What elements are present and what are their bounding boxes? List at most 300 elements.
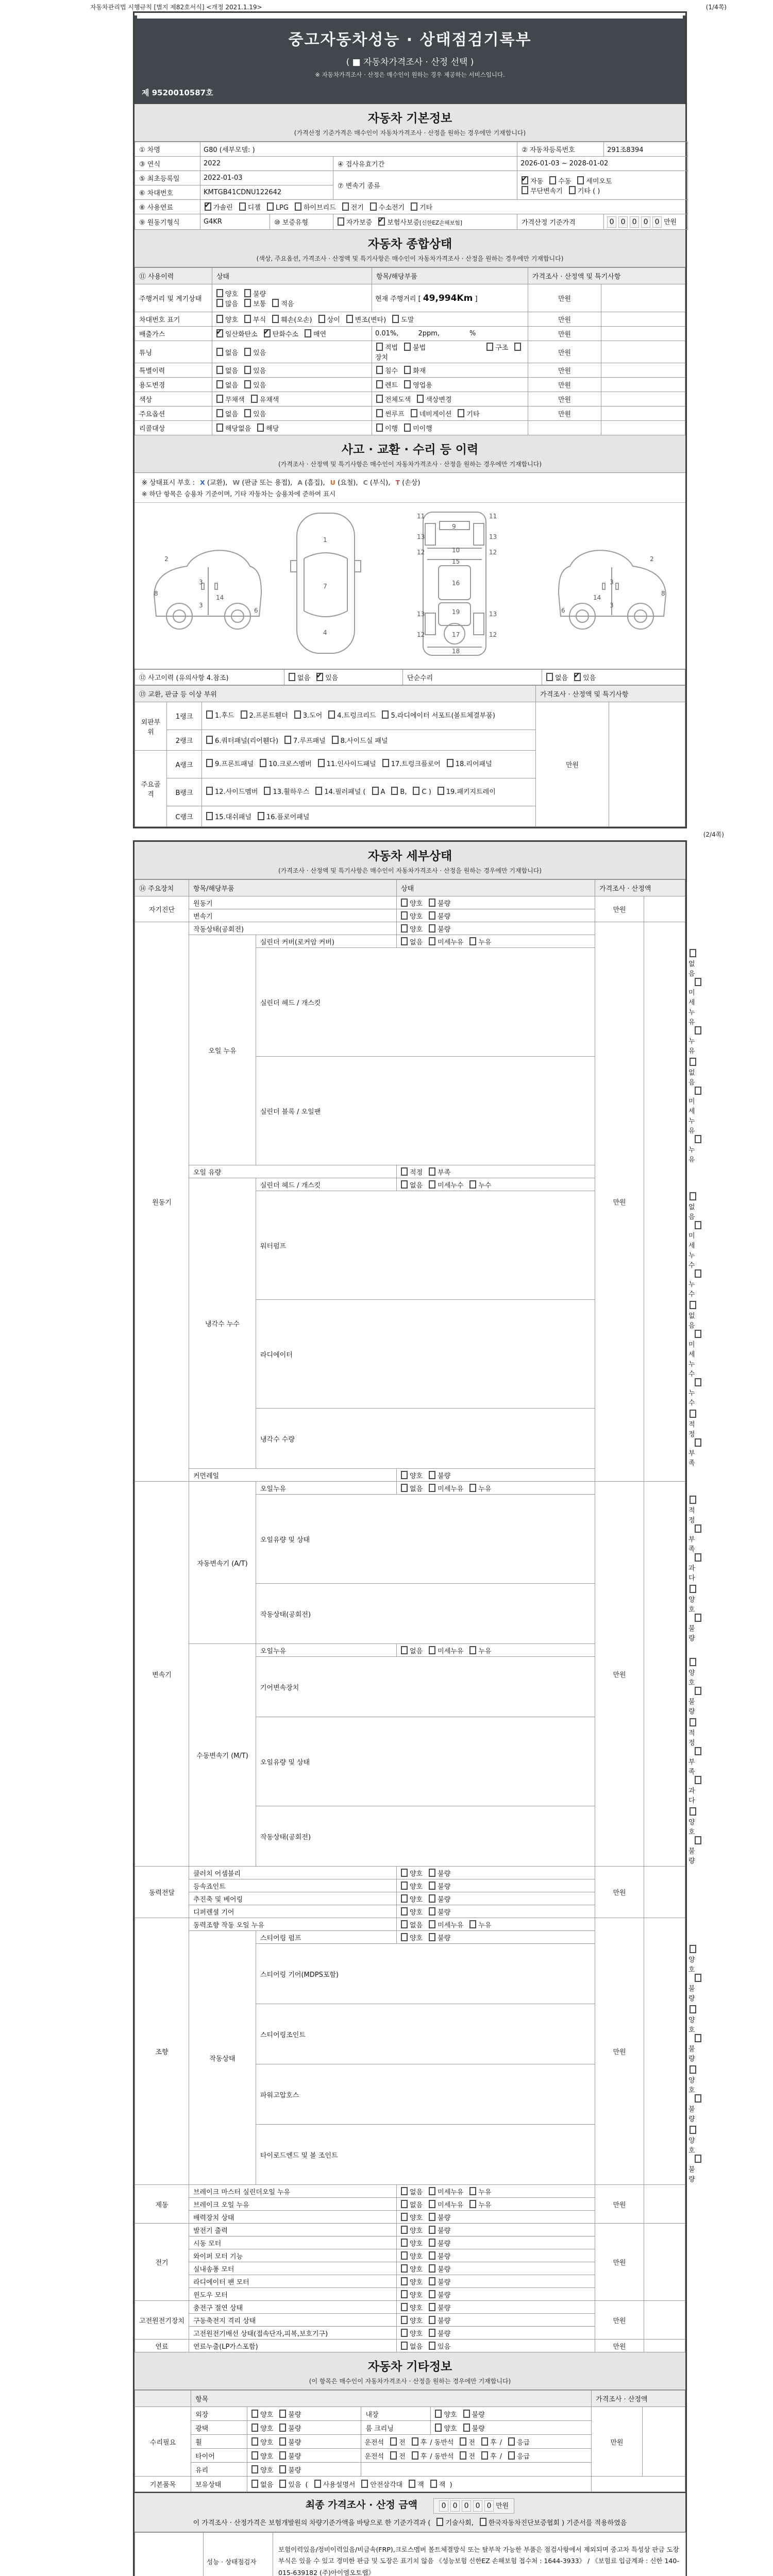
checkbox[interactable] (690, 1410, 696, 1418)
etc-basic-row (135, 2477, 685, 2492)
checkbox[interactable] (216, 329, 223, 337)
checkbox[interactable] (690, 2005, 696, 2013)
item-label: 스티어링조인트 (256, 2004, 595, 2064)
checkbox[interactable] (429, 924, 435, 933)
item-label: 오일누유 (256, 1482, 397, 1495)
checkbox[interactable] (206, 736, 213, 744)
checkbox[interactable] (469, 1484, 476, 1492)
svg-text:16: 16 (452, 580, 460, 587)
price-digit: 0 (630, 216, 639, 228)
checkbox[interactable] (244, 299, 251, 307)
price-cell: 만원 (528, 363, 601, 378)
checkbox[interactable] (401, 2329, 408, 2337)
checkbox[interactable] (401, 2187, 408, 2195)
checkbox[interactable] (508, 2451, 515, 2460)
checkbox[interactable] (463, 2410, 470, 2418)
option-label: 불량 (688, 2045, 695, 2063)
option-label: 미세누유 (438, 1921, 464, 1929)
checkbox[interactable] (411, 409, 417, 417)
checkbox[interactable] (258, 812, 264, 820)
checkbox[interactable] (429, 2200, 435, 2208)
checkbox[interactable] (429, 937, 435, 945)
option-label: 10.크로스멤버 (268, 760, 312, 768)
checkbox[interactable] (216, 299, 223, 307)
checkbox[interactable] (346, 315, 353, 323)
option-label: 없음 (410, 2188, 423, 2196)
checkbox[interactable] (412, 2451, 418, 2460)
static-text: 운전석 (364, 2438, 384, 2447)
item-label: 실린더 헤드 / 개스킷 (256, 1178, 397, 1191)
checkbox[interactable] (429, 2316, 435, 2324)
checkbox[interactable] (404, 366, 411, 374)
checkbox[interactable] (401, 2239, 408, 2247)
status-code-desc: (흠집), (303, 479, 327, 487)
notes-cell (601, 341, 685, 363)
checkbox[interactable] (695, 2155, 701, 2163)
checkbox[interactable] (244, 366, 251, 374)
checkbox[interactable] (251, 2410, 258, 2418)
checkbox[interactable] (241, 710, 247, 719)
checkbox[interactable] (401, 1907, 408, 1916)
option-label: 없음 (688, 1312, 695, 1330)
checkbox[interactable] (401, 1484, 408, 1492)
checkbox[interactable] (469, 1920, 476, 1928)
svg-text:3: 3 (610, 602, 614, 609)
option-label: 불량 (688, 1625, 695, 1642)
checkbox[interactable] (549, 176, 556, 184)
option-label: 양호 (410, 2227, 423, 2235)
checkbox[interactable] (401, 1933, 408, 1941)
checkbox[interactable] (690, 1058, 696, 1066)
option-label: 14.필러패널 ( (324, 788, 366, 796)
price-cell: 만원 (595, 2185, 644, 2224)
checkbox[interactable] (401, 2290, 408, 2298)
checkbox[interactable] (695, 1026, 701, 1035)
checkbox[interactable] (251, 395, 258, 403)
option-label: 과다 (688, 1565, 695, 1582)
checkbox[interactable] (401, 2342, 408, 2350)
checkbox[interactable] (429, 1167, 435, 1176)
checkbox[interactable] (695, 1524, 701, 1533)
status-code-desc: (부식), (367, 479, 393, 487)
checkbox[interactable] (284, 736, 291, 744)
transmission-line2 (520, 185, 684, 195)
option-label: 불량 (438, 2214, 451, 2222)
checkbox[interactable] (429, 2187, 435, 2195)
checkbox[interactable] (463, 2424, 470, 2432)
checkbox[interactable] (314, 2480, 321, 2488)
checkbox[interactable] (460, 2437, 466, 2446)
checkbox[interactable] (401, 911, 408, 920)
checkbox[interactable] (244, 380, 251, 388)
checkbox[interactable] (206, 759, 213, 767)
checkbox[interactable] (244, 289, 251, 297)
checkbox[interactable] (690, 1301, 696, 1309)
checkbox[interactable] (429, 1484, 435, 1492)
checkbox[interactable] (429, 1646, 435, 1654)
checkbox[interactable] (695, 1221, 701, 1229)
checkbox[interactable] (429, 2213, 435, 2221)
checkbox[interactable] (429, 2277, 435, 2285)
checkbox[interactable] (695, 1687, 701, 1695)
checkbox[interactable] (690, 1945, 696, 1953)
checkbox[interactable] (469, 1180, 476, 1189)
device-group-label: 원동기 (135, 922, 189, 1482)
price-digit: 0 (439, 2500, 448, 2512)
option-label: 불량 (288, 2411, 301, 2419)
option-label: 누유 (688, 1146, 695, 1164)
checkbox[interactable] (429, 2264, 435, 2273)
option-label: 렌트 (385, 382, 398, 389)
checkbox[interactable] (216, 289, 223, 297)
checkbox[interactable] (279, 2480, 286, 2488)
notes-cell (601, 284, 685, 312)
checkbox[interactable] (695, 1614, 701, 1622)
checkbox[interactable] (376, 423, 383, 432)
checkbox[interactable] (690, 1585, 696, 1593)
checkbox[interactable] (429, 2251, 435, 2260)
checkbox[interactable] (690, 1807, 696, 1816)
state-options (397, 1892, 595, 1905)
checkbox[interactable] (429, 2342, 435, 2350)
checkbox[interactable] (338, 217, 344, 226)
checkbox[interactable] (429, 1907, 435, 1916)
checkbox[interactable] (695, 1087, 701, 1095)
checkbox[interactable] (216, 366, 223, 374)
checkbox[interactable] (417, 395, 424, 403)
option-label: 누유 (478, 2188, 492, 2196)
checkbox[interactable] (279, 2437, 286, 2446)
checkbox[interactable] (378, 217, 385, 226)
option-label: 적정 (688, 1421, 695, 1438)
title-rule (137, 15, 683, 19)
checkbox[interactable] (376, 366, 383, 374)
checkbox[interactable] (412, 2437, 418, 2446)
checkbox[interactable] (370, 202, 377, 211)
checkbox[interactable] (508, 2437, 515, 2446)
checkbox[interactable] (695, 1747, 701, 1755)
option-label: 불량 (288, 2466, 301, 2475)
svg-text:3: 3 (199, 602, 203, 609)
checkbox[interactable] (401, 899, 408, 907)
checkbox[interactable] (401, 2264, 408, 2273)
checkbox[interactable] (429, 1869, 435, 1877)
checkbox[interactable] (695, 1135, 701, 1143)
option-label: 불량 (688, 1698, 695, 1716)
checkbox[interactable] (690, 949, 696, 957)
checkbox[interactable] (216, 423, 223, 432)
checkbox[interactable] (430, 2480, 437, 2488)
checkbox[interactable] (429, 1894, 435, 1903)
checkbox[interactable] (690, 1192, 696, 1200)
detail-header (135, 842, 685, 879)
checkbox[interactable] (401, 1869, 408, 1877)
checkbox[interactable] (695, 1269, 701, 1278)
checkbox[interactable] (481, 2451, 488, 2460)
checkbox[interactable] (522, 186, 528, 194)
checkbox[interactable] (361, 2480, 368, 2488)
checkbox[interactable] (390, 2437, 397, 2446)
option-label: 양호 (410, 912, 423, 921)
checkbox[interactable] (695, 978, 701, 986)
option-label: 불량 (438, 2227, 451, 2235)
checkbox[interactable] (413, 787, 419, 795)
checkbox[interactable] (279, 2424, 286, 2432)
checkbox[interactable] (318, 315, 325, 323)
checkbox[interactable] (690, 1496, 696, 1504)
checkbox[interactable] (251, 2480, 258, 2488)
transmission-line1 (520, 176, 684, 185)
final-price-amount (433, 2498, 514, 2514)
checkbox[interactable] (295, 202, 301, 211)
checkbox[interactable] (376, 343, 383, 351)
checkbox[interactable] (251, 2437, 258, 2446)
notes-cell (592, 2477, 685, 2492)
checkbox[interactable] (264, 329, 271, 337)
checkbox[interactable] (279, 2410, 286, 2418)
checkbox[interactable] (342, 202, 349, 211)
checkbox[interactable] (244, 409, 251, 417)
checkbox[interactable] (239, 202, 246, 211)
checkbox[interactable] (382, 710, 389, 719)
state-options (397, 2340, 595, 2352)
checkbox[interactable] (435, 2410, 442, 2418)
checkbox[interactable] (328, 710, 335, 719)
checkbox[interactable] (695, 2094, 701, 2103)
checkbox[interactable] (469, 937, 476, 945)
checkbox[interactable] (429, 2329, 435, 2337)
detail-row (135, 922, 685, 935)
item-label: 스티어링 기어(MDPS포함) (256, 1944, 595, 2004)
checkbox[interactable] (401, 2200, 408, 2208)
checkbox[interactable] (251, 2465, 258, 2473)
overall-col-price: 가격조사 · 산정액 및 특기사항 (528, 268, 685, 284)
checkbox[interactable] (315, 787, 322, 795)
checkbox[interactable] (574, 673, 581, 681)
checkbox[interactable] (480, 2518, 486, 2526)
checkbox[interactable] (695, 1378, 701, 1386)
checkbox[interactable] (294, 710, 301, 719)
checkbox[interactable] (401, 2316, 408, 2324)
checkbox[interactable] (695, 1438, 701, 1447)
checkbox[interactable] (695, 1974, 701, 1982)
checkbox[interactable] (264, 787, 271, 795)
checkbox[interactable] (429, 2226, 435, 2234)
checkbox[interactable] (690, 1718, 696, 1726)
option-label: 미세누유 (438, 2201, 464, 2209)
checkbox[interactable] (401, 1882, 408, 1890)
option-label: 무단변속기 (530, 187, 563, 195)
checkbox[interactable] (216, 315, 223, 323)
checkbox[interactable] (481, 2437, 488, 2446)
checkbox[interactable] (429, 911, 435, 920)
option-label: 불량 (438, 2304, 451, 2312)
checkbox[interactable] (376, 409, 383, 417)
checkbox[interactable] (690, 1658, 696, 1666)
checkbox[interactable] (401, 924, 408, 933)
checkbox[interactable] (272, 299, 279, 307)
checkbox[interactable] (401, 2213, 408, 2221)
option-label: 응급 (516, 2452, 530, 2461)
checkbox[interactable] (216, 380, 223, 388)
checkbox[interactable] (514, 343, 521, 351)
static-text: ( (303, 2481, 308, 2489)
checkbox[interactable] (409, 2480, 415, 2488)
checkbox[interactable] (469, 2200, 476, 2208)
checkbox[interactable] (435, 2424, 442, 2432)
checkbox[interactable] (257, 423, 264, 432)
checkbox[interactable] (695, 2034, 701, 2042)
checkbox[interactable] (401, 1894, 408, 1903)
checkbox[interactable] (436, 2518, 443, 2526)
overall-row (135, 312, 685, 327)
notes-cell (644, 2340, 685, 2352)
checkbox[interactable] (401, 2303, 408, 2311)
option-label: 미세누유 (438, 938, 464, 946)
checkbox[interactable] (469, 1646, 476, 1654)
checkbox[interactable] (279, 2465, 286, 2473)
checkbox[interactable] (690, 2065, 696, 2074)
checkbox[interactable] (401, 937, 408, 945)
option-label: 누유 (478, 1485, 492, 1493)
status-code: X (200, 479, 205, 486)
option-label: 전 (399, 2452, 406, 2461)
checkbox[interactable] (429, 2290, 435, 2298)
checkbox[interactable] (372, 787, 379, 795)
checkbox[interactable] (260, 759, 266, 767)
option-label: 미세누유 (688, 1098, 695, 1135)
page-marker-2: (2/4쪽) (703, 831, 724, 838)
checkbox[interactable] (206, 812, 213, 820)
checkbox[interactable] (401, 2277, 408, 2285)
price-digit: 0 (618, 216, 628, 228)
checkbox[interactable] (391, 787, 398, 795)
checkbox[interactable] (429, 1882, 435, 1890)
option-label: 11.인사이드패널 (326, 760, 376, 768)
checkbox[interactable] (332, 736, 339, 744)
checkbox[interactable] (289, 673, 295, 681)
checkbox[interactable] (447, 759, 453, 767)
checkbox[interactable] (695, 1330, 701, 1338)
checkbox[interactable] (429, 2239, 435, 2247)
checkbox[interactable] (390, 2451, 397, 2460)
base-price-unit: 만원 (664, 218, 677, 226)
checkbox[interactable] (251, 2424, 258, 2432)
checkbox[interactable] (404, 380, 411, 388)
accident-history-row (135, 669, 685, 685)
option-label: 보험사보증 (387, 219, 420, 227)
checkbox[interactable] (401, 2251, 408, 2260)
checkbox[interactable] (376, 380, 383, 388)
option-label: 양호 (410, 925, 423, 934)
checkbox[interactable] (429, 1180, 435, 1189)
notes-cell (601, 327, 685, 341)
checkbox[interactable] (316, 673, 323, 681)
checkbox[interactable] (695, 1553, 701, 1562)
checkbox[interactable] (404, 423, 411, 432)
checkbox[interactable] (546, 673, 553, 681)
checkbox[interactable] (251, 2451, 258, 2460)
checkbox[interactable] (305, 329, 311, 337)
detail-col-part: 항목/해당부품 (189, 880, 397, 896)
checkbox[interactable] (411, 202, 417, 211)
checkbox[interactable] (577, 176, 584, 184)
option-label: 없음 (297, 674, 311, 682)
checkbox[interactable] (486, 343, 493, 351)
option-label: 3.도어 (303, 711, 323, 720)
checkbox[interactable] (429, 2303, 435, 2311)
status-code: T (395, 479, 400, 486)
option-label: 미세누유 (438, 1647, 464, 1655)
checkbox[interactable] (244, 348, 251, 356)
option-label: 17.트렁크플로어 (391, 760, 441, 768)
option-label: 부족 (688, 1536, 695, 1553)
checkbox[interactable] (382, 759, 389, 767)
checkbox[interactable] (695, 1776, 701, 1784)
overall-row (135, 421, 685, 435)
checkbox[interactable] (401, 1471, 408, 1479)
checkbox[interactable] (469, 2187, 476, 2195)
checkbox[interactable] (216, 409, 223, 417)
first-reg-label: ⑤ 최초등록일 (135, 171, 200, 185)
checkbox[interactable] (569, 186, 576, 194)
checkbox[interactable] (429, 1920, 435, 1928)
checkbox[interactable] (401, 1646, 408, 1654)
checkbox[interactable] (401, 2226, 408, 2234)
item-label: 실내송풍 모터 (189, 2262, 397, 2275)
base-price-label: 가격산정 기준가격 (517, 214, 604, 230)
checkbox[interactable] (429, 1471, 435, 1479)
item-label: 외장 (191, 2407, 247, 2421)
checkbox[interactable] (279, 2451, 286, 2460)
checkbox[interactable] (404, 343, 411, 351)
option-label: B, (400, 788, 407, 796)
item-label: 브레이크 오일 누유 (189, 2198, 397, 2211)
static-text: / 동반석 (430, 2438, 454, 2447)
checkbox[interactable] (438, 787, 444, 795)
checkbox[interactable] (205, 202, 211, 211)
static-text: % (469, 330, 476, 337)
checkbox[interactable] (401, 1167, 408, 1176)
option-label: 있음 (583, 674, 596, 682)
checkbox[interactable] (695, 1836, 701, 1844)
checkbox[interactable] (460, 2451, 466, 2460)
checkbox[interactable] (206, 710, 213, 719)
checkbox[interactable] (392, 315, 399, 323)
item-label: 유리 (191, 2463, 247, 2477)
checkbox[interactable] (690, 2126, 696, 2134)
option-label: 양호 (410, 1908, 423, 1917)
checkbox[interactable] (272, 315, 279, 323)
checkbox[interactable] (376, 395, 383, 403)
checkbox[interactable] (429, 899, 435, 907)
option-label: 불량 (438, 2317, 451, 2325)
checkbox[interactable] (318, 759, 325, 767)
checkbox[interactable] (401, 1920, 408, 1928)
option-label: 양호 (410, 2291, 423, 2299)
checkbox[interactable] (401, 1180, 408, 1189)
checkbox[interactable] (216, 348, 223, 356)
option-label: 불량 (438, 2252, 451, 2261)
checkbox[interactable] (429, 1933, 435, 1941)
checkbox[interactable] (522, 176, 528, 184)
checkbox[interactable] (206, 787, 213, 795)
checkbox[interactable] (216, 395, 223, 403)
checkbox[interactable] (458, 409, 464, 417)
checkbox[interactable] (267, 202, 274, 211)
checkbox[interactable] (244, 315, 251, 323)
state-options (397, 1918, 595, 1931)
